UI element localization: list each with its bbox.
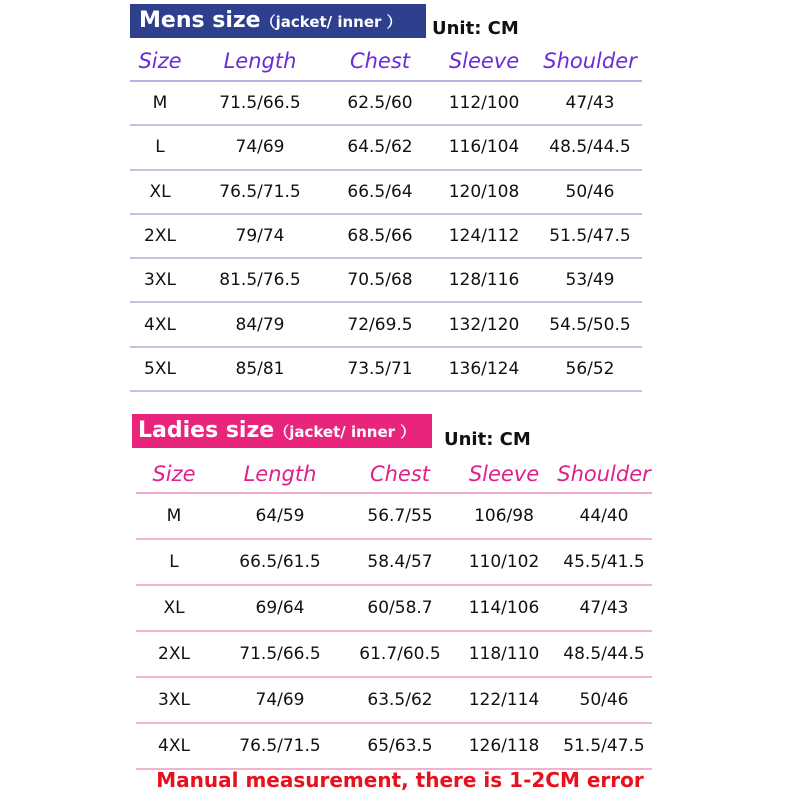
chest-cell: 65/63.5 [367, 736, 433, 756]
chest-cell: 62.5/60 [347, 93, 413, 114]
mens-size-table [130, 42, 642, 392]
length-cell: 71.5/66.5 [239, 644, 321, 664]
size-cell: M [166, 506, 182, 526]
shoulder-cell: 48.5/44.5 [563, 644, 645, 664]
mens-unit-label: Unit: CM [432, 18, 519, 39]
sleeve-cell: 116/104 [448, 137, 520, 158]
sleeve-cell: 118/110 [468, 644, 540, 664]
table-row [130, 215, 642, 259]
chest-cell: 64.5/62 [347, 137, 413, 158]
sleeve-cell: 122/114 [468, 690, 540, 710]
shoulder-cell: 47/43 [565, 93, 615, 114]
length-cell: 76.5/71.5 [239, 736, 321, 756]
table-row [136, 724, 652, 770]
header-shoulder: Shoulder [557, 462, 651, 486]
chest-cell: 72/69.5 [347, 314, 413, 335]
header-size: Size [138, 49, 182, 73]
chest-cell: 73.5/71 [347, 358, 413, 379]
table-row [136, 678, 652, 724]
mens-size-title: Mens size [139, 8, 261, 33]
ladies-size-banner [132, 414, 432, 448]
chest-cell: 60/58.7 [367, 598, 433, 618]
shoulder-cell: 51.5/47.5 [549, 226, 631, 247]
shoulder-cell: 53/49 [565, 270, 615, 291]
size-cell: M [152, 93, 168, 114]
size-cell: 2XL [158, 644, 190, 664]
table-row [136, 494, 652, 540]
size-cell: 5XL [144, 358, 176, 379]
chest-cell: 66.5/64 [347, 181, 413, 202]
length-cell: 66.5/61.5 [239, 552, 321, 572]
chest-cell: 70.5/68 [347, 270, 413, 291]
sleeve-cell: 110/102 [468, 552, 540, 572]
length-cell: 76.5/71.5 [219, 181, 301, 202]
sleeve-cell: 114/106 [468, 598, 540, 618]
mens-header-row [130, 42, 642, 82]
shoulder-cell: 56/52 [565, 358, 615, 379]
header-sleeve: Sleeve [468, 462, 540, 486]
length-cell: 81.5/76.5 [219, 270, 301, 291]
ladies-size-table [136, 456, 652, 770]
ladies-unit-label: Unit: CM [444, 429, 531, 450]
header-length: Length [223, 49, 297, 73]
length-cell: 74/69 [255, 690, 305, 710]
mens-size-banner [130, 4, 426, 38]
shoulder-cell: 50/46 [565, 181, 615, 202]
chest-cell: 68.5/66 [347, 226, 413, 247]
shoulder-cell: 50/46 [579, 690, 629, 710]
chest-cell: 61.7/60.5 [359, 644, 441, 664]
table-row [130, 82, 642, 126]
table-row [130, 259, 642, 303]
header-length: Length [243, 462, 317, 486]
ladies-size-subtitle: （jacket/ inner ） [274, 423, 416, 441]
length-cell: 64/59 [255, 506, 305, 526]
length-cell: 69/64 [255, 598, 305, 618]
length-cell: 74/69 [235, 137, 285, 158]
size-cell: XL [149, 181, 171, 202]
size-cell: 3XL [144, 270, 176, 291]
length-cell: 79/74 [235, 226, 285, 247]
chest-cell: 58.4/57 [367, 552, 433, 572]
header-shoulder: Shoulder [543, 49, 637, 73]
length-cell: 85/81 [235, 358, 285, 379]
sleeve-cell: 136/124 [448, 358, 520, 379]
table-row [130, 126, 642, 170]
header-size: Size [152, 462, 196, 486]
size-cell: L [155, 137, 165, 158]
chest-cell: 63.5/62 [367, 690, 433, 710]
size-cell: 3XL [158, 690, 190, 710]
sleeve-cell: 112/100 [448, 93, 520, 114]
sleeve-cell: 124/112 [448, 226, 520, 247]
size-cell: 4XL [144, 314, 176, 335]
table-row [136, 540, 652, 586]
table-row [130, 303, 642, 347]
size-cell: 4XL [158, 736, 190, 756]
table-row [136, 586, 652, 632]
ladies-size-title: Ladies size [138, 418, 275, 443]
measurement-error-note: Manual measurement, there is 1-2CM error [156, 768, 644, 792]
sleeve-cell: 128/116 [448, 270, 520, 291]
sleeve-cell: 120/108 [448, 181, 520, 202]
shoulder-cell: 54.5/50.5 [549, 314, 631, 335]
sleeve-cell: 132/120 [448, 314, 520, 335]
shoulder-cell: 45.5/41.5 [563, 552, 645, 572]
length-cell: 71.5/66.5 [219, 93, 301, 114]
header-chest: Chest [369, 462, 431, 486]
table-row [130, 171, 642, 215]
shoulder-cell: 44/40 [579, 506, 629, 526]
header-sleeve: Sleeve [448, 49, 520, 73]
table-row [136, 632, 652, 678]
chest-cell: 56.7/55 [367, 506, 433, 526]
shoulder-cell: 48.5/44.5 [549, 137, 631, 158]
table-row [130, 348, 642, 392]
sleeve-cell: 106/98 [474, 506, 534, 526]
size-cell: L [169, 552, 179, 572]
size-cell: 2XL [144, 226, 176, 247]
length-cell: 84/79 [235, 314, 285, 335]
mens-size-subtitle: （jacket/ inner ） [260, 13, 402, 31]
shoulder-cell: 47/43 [579, 598, 629, 618]
ladies-header-row [136, 456, 652, 494]
shoulder-cell: 51.5/47.5 [563, 736, 645, 756]
size-cell: XL [163, 598, 185, 618]
sleeve-cell: 126/118 [468, 736, 540, 756]
header-chest: Chest [349, 49, 411, 73]
